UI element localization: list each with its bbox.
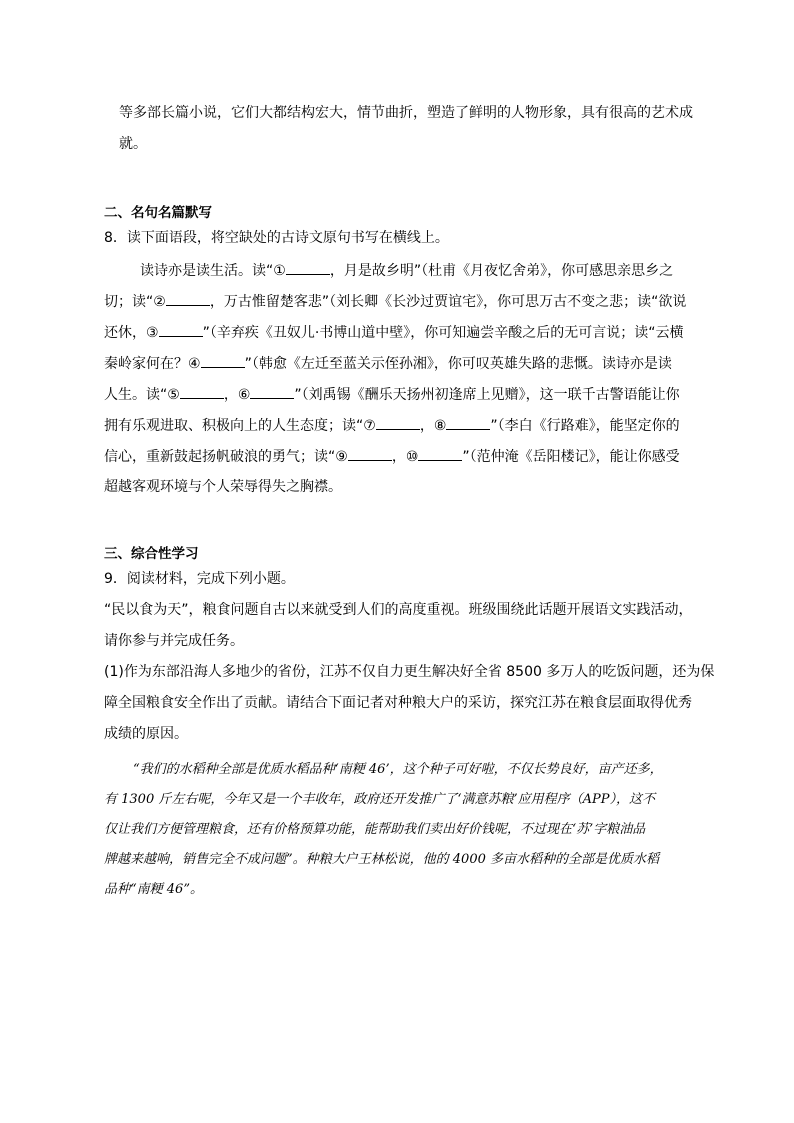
passage-text: 秦岭家何在？: [104, 356, 188, 372]
passage-line-2: [104, 292, 686, 311]
passage-text: 拥有乐观进取、积极向上的人生态度；读“: [104, 418, 364, 434]
subquestion-1-line-1: (1)作为东部沿海人多地少的省份，江苏不仅自力更生解决好全省 8500 多万人的吃饭问题，还为保: [104, 664, 715, 680]
passage-text: 信心，重新鼓起扬帆破浪的勇气；读“: [104, 449, 336, 465]
passage-text: ”（韩愈《左迁至蓝关示侄孙湘》，你可叹英雄失路的悲慨。读诗亦是读: [244, 356, 672, 372]
fill-blank-6[interactable]: [250, 385, 294, 399]
passage-line-6: [104, 416, 680, 435]
fill-blank-2[interactable]: [166, 292, 210, 306]
blank-number: ⑨: [335, 449, 348, 465]
passage-line-3: [104, 323, 684, 342]
interview-quote-line-1: “我们的水稻种全部是优质水稻品种‘南粳 46’，这个种子可好啦，不仅长势良好，亩产还多，: [133, 762, 663, 777]
interview-quote-line-3: 仅让我们方便管理粮食，还有价格预算功能，能帮助我们卖出好价钱呢，不过现在‘苏’字粮油品: [104, 822, 646, 837]
fill-blank-8[interactable]: [446, 416, 490, 430]
passage-text: 读诗亦是读生活。读“: [140, 263, 274, 279]
fill-blank-4[interactable]: [201, 354, 245, 368]
material-intro-line-2: 请你参与并完成任务。: [104, 633, 244, 649]
fill-blank-10[interactable]: [418, 447, 462, 461]
material-intro-line-1: “民以食为天”，粮食问题自古以来就受到人们的高度重视。班级围绕此话题开展语文实践活动，: [104, 602, 693, 618]
section-heading-2: 二、名句名篇默写: [104, 205, 212, 221]
fill-blank-3[interactable]: [159, 323, 203, 337]
passage-text: 还休，: [104, 325, 146, 341]
interview-quote-line-5: 品种“南粳 46”。: [104, 882, 203, 897]
blank-number: ⑧: [433, 418, 447, 434]
passage-text: ，万古惟留楚客悲”（刘长卿《长沙过贾谊宅》，你可思万古不变之悲；读“欲说: [209, 294, 687, 310]
passage-line-4: [104, 354, 672, 373]
passage-line-8: 超越客观环境与个人荣辱得失之胸襟。: [104, 479, 342, 495]
blank-number: ⑩: [405, 449, 419, 465]
section-heading-3: 三、综合性学习: [104, 546, 199, 562]
passage-text: ”（范仲淹《岳阳楼记》，能让你感受: [462, 449, 680, 465]
subquestion-1-line-2: 障全国粮食安全作出了贡献。请结合下面记者对种粮大户的采访，探究江苏在粮食层面取得优秀: [104, 695, 692, 711]
passage-text: 切；读“: [104, 294, 154, 310]
blank-number: ①: [273, 263, 286, 279]
blank-number: ⑦: [363, 418, 376, 434]
blank-number: ⑤: [167, 387, 180, 403]
passage-text: ，: [223, 387, 238, 403]
passage-text: 人生。读“: [104, 387, 168, 403]
passage-text: ，: [419, 418, 434, 434]
subquestion-1-line-3: 成绩的原因。: [104, 726, 188, 742]
passage-line-7: [104, 447, 680, 466]
intro-line-1: 等多部长篇小说，它们大都结构宏大，情节曲折，塑造了鲜明的人物形象，具有很高的艺术成: [119, 105, 693, 121]
fill-blank-5[interactable]: [180, 385, 224, 399]
blank-number: ③: [146, 325, 159, 341]
blank-number: ⑥: [237, 387, 251, 403]
question-8: 8．读下面语段，将空缺处的古诗文原句书写在横线上。: [104, 230, 449, 246]
passage-text: ”（辛弃疾《丑奴儿·书博山道中壁》，你可知遍尝辛酸之后的无可言说；读“云横: [202, 325, 684, 341]
blank-number: ②: [153, 294, 166, 310]
fill-blank-9[interactable]: [348, 447, 392, 461]
fill-blank-7[interactable]: [376, 416, 420, 430]
question-9: 9．阅读材料，完成下列小题。: [104, 571, 295, 587]
passage-text: ，月是故乡明”（杜甫《月夜忆舍弟》，你可感思亲思乡之: [329, 263, 674, 279]
passage-line-1: [140, 261, 673, 280]
fill-blank-1[interactable]: [286, 261, 330, 275]
passage-text: ，: [391, 449, 406, 465]
passage-text: ”（李白《行路难》，能坚定你的: [490, 418, 680, 434]
passage-line-5: [104, 385, 680, 404]
interview-quote-line-2: 有 1300 斤左右呢，今年又是一个丰收年，政府还开发推广了‘满意苏粮’应用程序（APP），这不: [104, 792, 655, 807]
passage-text: ”（刘禹锡《酬乐天扬州初逢席上见赠》，这一联千古警语能让你: [294, 387, 680, 403]
interview-quote-line-4: 牌越来越响，销售完全不成问题”。种粮大户王林松说，他的 4000 多亩水稻种的全部是优质水稻: [104, 852, 659, 867]
blank-number: ④: [188, 356, 201, 372]
intro-line-2: 就。: [119, 136, 147, 152]
